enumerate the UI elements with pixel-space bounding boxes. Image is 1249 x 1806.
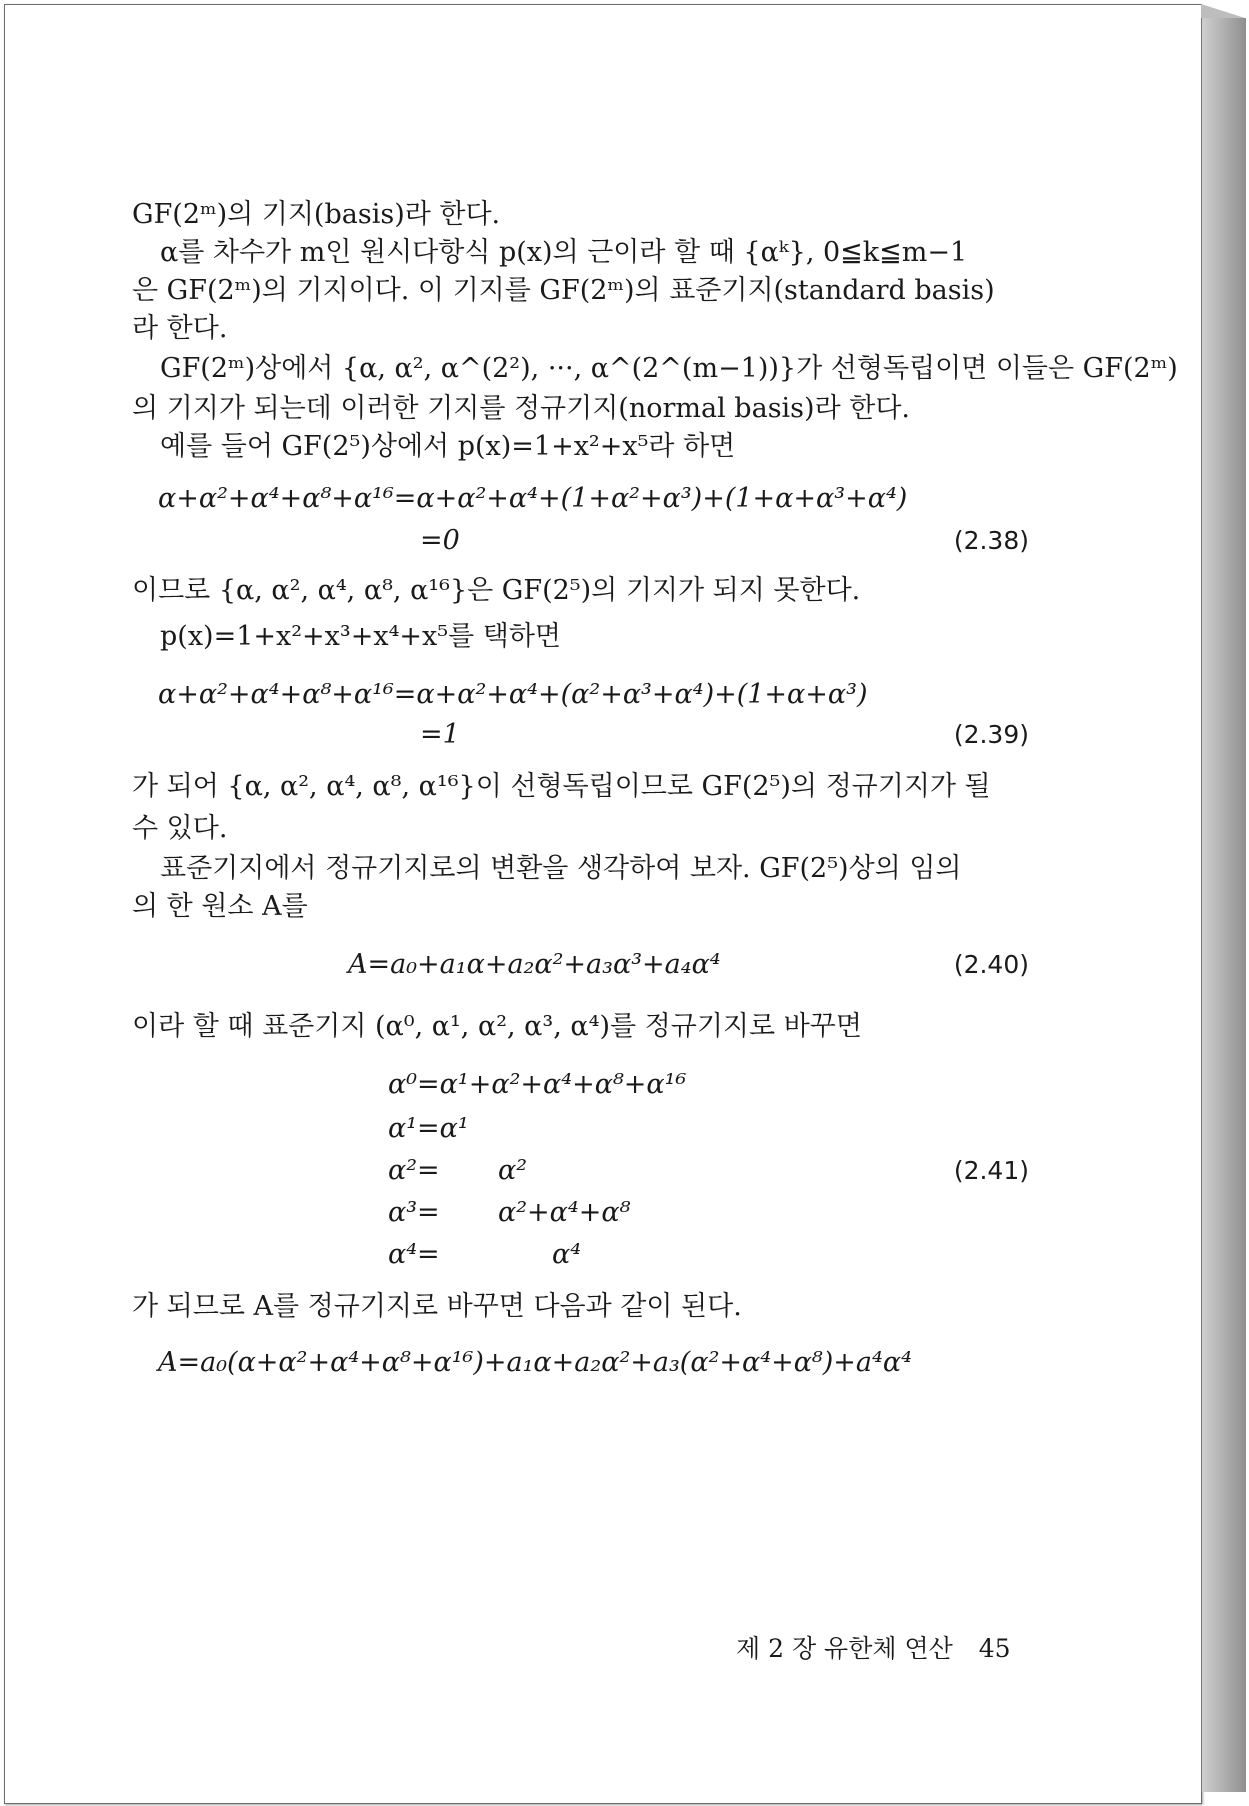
equation-2-38-line1: α+α²+α⁴+α⁸+α¹⁶=α+α²+α⁴+(1+α²+α³)+(1+α+α³+α⁴) [158, 483, 908, 514]
page-footer [736, 1630, 1011, 1668]
chapter-title: 제 2 장 유한체 연산 [736, 1634, 953, 1663]
page-stack-edge [1201, 18, 1246, 1792]
text-line: 표준기지에서 정규기지로의 변환을 생각하여 보자. GF(2⁵)상의 임의 [160, 853, 962, 884]
equation-final: A=a₀(α+α²+α⁴+α⁸+α¹⁶)+a₁α+a₂α²+a₃(α²+α⁴+α⁸)+a⁴α⁴ [158, 1347, 912, 1378]
text-line: 가 되므로 A를 정규기지로 바꾸면 다음과 같이 된다. [132, 1291, 742, 1322]
basis-eq-4-lhs: α⁴= [388, 1239, 440, 1270]
basis-eq-1: α¹=α¹ [388, 1113, 469, 1144]
equation-2-39-line2: =1 [420, 719, 460, 750]
basis-eq-3-rhs: α²+α⁴+α⁸ [498, 1197, 631, 1228]
text-line: GF(2ᵐ)상에서 {α, α², α^(2²), ···, α^(2^(m−1))}가 선형독립이면 이들은 GF(2ᵐ) [160, 353, 1178, 384]
equation-number: (2.41) [953, 1156, 1029, 1185]
text-line: 가 되어 {α, α², α⁴, α⁸, α¹⁶}이 선형독립이므로 GF(2⁵)의 정규기지가 될 [132, 771, 991, 802]
text-line: p(x)=1+x²+x³+x⁴+x⁵를 택하면 [160, 621, 561, 652]
equation-number: (2.38) [953, 526, 1029, 555]
text-line: 은 GF(2ᵐ)의 기지이다. 이 기지를 GF(2ᵐ)의 표준기지(standard basis) [132, 275, 995, 306]
page-corner [1201, 4, 1245, 18]
text-line: 의 한 원소 A를 [132, 891, 308, 922]
basis-eq-2-lhs: α²= [388, 1155, 440, 1186]
basis-eq-0: α⁰=α¹+α²+α⁴+α⁸+α¹⁶ [388, 1069, 687, 1100]
equation-number: (2.39) [953, 720, 1029, 749]
equation-2-39-line1: α+α²+α⁴+α⁸+α¹⁶=α+α²+α⁴+(α²+α³+α⁴)+(1+α+α³) [158, 679, 868, 710]
text-line: 이므로 {α, α², α⁴, α⁸, α¹⁶}은 GF(2⁵)의 기지가 되지 못한다. [132, 575, 861, 606]
text-line: 수 있다. [132, 813, 228, 844]
text-line: 의 기지가 되는데 이러한 기지를 정규기지(normal basis)라 한다. [132, 393, 910, 424]
equation-number: (2.40) [953, 950, 1029, 979]
page-number: 45 [978, 1634, 1011, 1663]
equation-2-40: A=a₀+a₁α+a₂α²+a₃α³+a₄α⁴ [348, 949, 721, 980]
text-line: 라 한다. [132, 313, 228, 344]
equation-2-38-line2: =0 [420, 525, 460, 556]
basis-eq-2-rhs: α² [498, 1155, 528, 1186]
basis-eq-3-lhs: α³= [388, 1197, 440, 1228]
text-line: GF(2ᵐ)의 기지(basis)라 한다. [132, 199, 501, 230]
text-line: 예를 들어 GF(2⁵)상에서 p(x)=1+x²+x⁵라 하면 [160, 431, 736, 462]
text-line: α를 차수가 m인 원시다항식 p(x)의 근이라 할 때 {αᵏ}, 0≦k≦m−1 [160, 237, 968, 268]
basis-eq-4-rhs: α⁴ [552, 1239, 582, 1270]
text-line: 이라 할 때 표준기지 (α⁰, α¹, α², α³, α⁴)를 정규기지로 바꾸면 [132, 1011, 862, 1042]
